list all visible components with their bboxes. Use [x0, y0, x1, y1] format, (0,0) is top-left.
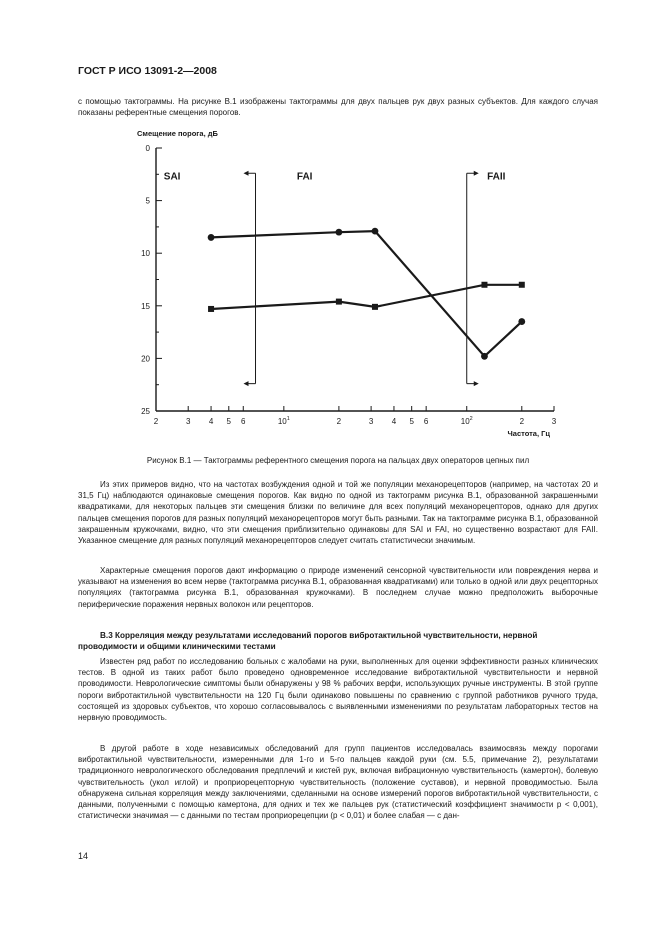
- region-arrow-head: [244, 171, 249, 176]
- receptor-regions: [164, 171, 506, 386]
- body-paragraph-1: Из этих примеров видно, что на частотах возбуждения одной и той же популяции механорецепторов (например, на частотах 20 и 31,5 Гц) наблюдаются одинаковые смещения порогов. Как видно по одной из тактограмм рисунка В.1, образованной закрашенными квадратиками, для некоторых пальцев эти смещения близки по величине для всех популяций механорецепторов, однако для других пальцев смещения порогов для разных популяций механорецепторов могут быть разными. Так на тактограмме рисунка В.1, образованной закрашенным кружочками, видно, что эти смещения приблизительно одинаковы для SAI и FAI, но существенно возрастают для FAII. Указанное смещение для разных популяций механорецепторов следует считать статистически значимым.: [78, 480, 598, 546]
- y-tick-labels: [141, 144, 150, 416]
- y-tick-label: 10: [141, 249, 150, 259]
- x-tick-label: 2: [519, 417, 525, 426]
- series-lines: [211, 231, 522, 356]
- square-marker: [481, 282, 487, 288]
- circle-marker: [335, 229, 342, 236]
- x-tick-label: 3: [185, 417, 191, 426]
- circle-marker: [208, 234, 215, 241]
- y-tick-label: 20: [141, 354, 150, 364]
- x-tick-label: 6: [423, 417, 429, 426]
- x-tick-label: $10^1$: [277, 416, 290, 426]
- square-marker: [372, 304, 378, 310]
- document-header: ГОСТ Р ИСО 13091-2—2008: [78, 65, 217, 77]
- x-axis-label: Частота, Гц: [507, 429, 550, 438]
- circle-marker: [481, 353, 488, 360]
- y-tick-label: 25: [141, 407, 150, 416]
- circle-marker: [372, 228, 379, 235]
- y-tick-label: 5: [145, 196, 150, 206]
- series-line: [211, 231, 522, 356]
- x-tick-label: 5: [409, 417, 414, 426]
- body-paragraph-2: Характерные смещения порогов дают информацию о природе изменений сенсорной чувствительности или повреждения нерва и указывают на изменения во всем нерве (тактограмма рисунка В.1, образованная квадратиками) или только в одной или двух рецепторных популяциях (тактограмма рисунка В.1, образованная кружочками). В последнем случае можно предположить выборочные периферические поражения нервных волокон или рецепторов.: [78, 566, 598, 609]
- section-heading: В.3 Корреляция между результатами исследований порогов вибротактильной чувствительности, нервной проводимости и общими клиническими тестами: [78, 631, 538, 652]
- x-tick-labels: [154, 416, 557, 426]
- intro-paragraph: с помощью тактограммы. На рисунке В.1 изображены тактограммы для двух пальцев рук двух разных субъектов. Для каждого случая показаны референтные смещения порогов.: [78, 97, 598, 118]
- tactogram-chart: [100, 120, 570, 450]
- x-tick-label: 2: [336, 417, 342, 426]
- x-tick-label: 6: [241, 417, 246, 426]
- x-tick-label: 4: [208, 417, 214, 426]
- x-tick-label: 3: [368, 417, 374, 426]
- region-arrow-head: [474, 381, 479, 386]
- figure-caption: Рисунок В.1 — Тактограммы референтного смещения порога на пальцах двух операторов цепных пил: [146, 456, 530, 465]
- circle-marker: [518, 318, 525, 325]
- region-label: SAI: [163, 171, 181, 183]
- y-axis-label: Смещение порога, дБ: [137, 129, 218, 138]
- region-arrow-head: [474, 171, 479, 176]
- section-paragraph-1: Известен ряд работ по исследованию больных с жалобами на руки, выполненных для оценки эффективности разных клинических тестов. В одной из таких работ было проведено одновременное исследование вибротактильной чувствительности и нервной проводимости. Неврологические симптомы были обнаружены у 98 % рабочих верфи, использующих ручные инструменты. В этой группе пороги вибротактильной чувствительности на 120 Гц были одинаково повышены по сравнению с группой работников ручного труда, состоящей из здоровых субъектов, что хорошо согласовывалось с выявленными изменениями по результатам лабораторных тестов на нервную проводимость.: [78, 657, 598, 723]
- page-number: 14: [78, 851, 89, 861]
- x-tick-label: 3: [551, 417, 557, 426]
- chart-axes: [156, 148, 554, 411]
- region-arrow-head: [244, 381, 249, 386]
- square-marker: [208, 306, 214, 312]
- y-tick-label: 15: [141, 301, 150, 311]
- x-tick-label: 4: [391, 417, 397, 426]
- series-line: [211, 285, 522, 309]
- x-tick-label: $10^2$: [460, 416, 473, 426]
- region-label: FAII: [487, 171, 506, 183]
- square-marker: [336, 299, 342, 305]
- y-tick-label: 0: [145, 144, 150, 153]
- x-tick-label: 2: [153, 417, 159, 426]
- square-marker: [519, 282, 525, 288]
- x-tick-label: 5: [226, 417, 232, 426]
- region-label: FAI: [296, 171, 313, 183]
- section-paragraph-2: В другой работе в ходе независимых обследований для групп пациентов исследовалась взаимосвязь между порогами вибротактильной чувствительности, измеренными для 1-го и 5-го пальцев каждой руки (см. 5.5, примечание 2), результатами традиционного неврологического обследования предплечий и кистей рук, включая вибрационную чувствительность (камертон), болевую чувствительность (укол иглой) и проприорецепторную чувствительность (положение суставов), и нервной проводимостью. Была обнаружена сильная корреляция между заключениями, сделанными на основе измерений порогов вибротактильной чувствительности, с данными, полученными с помощью камертона, для одних и тех же пальцев рук (статистический коэффициент значимости р < 0,001), статистически значимая — с данными по тестам проприорецепции (р < 0,01) и более слабая — с дан-: [78, 744, 598, 821]
